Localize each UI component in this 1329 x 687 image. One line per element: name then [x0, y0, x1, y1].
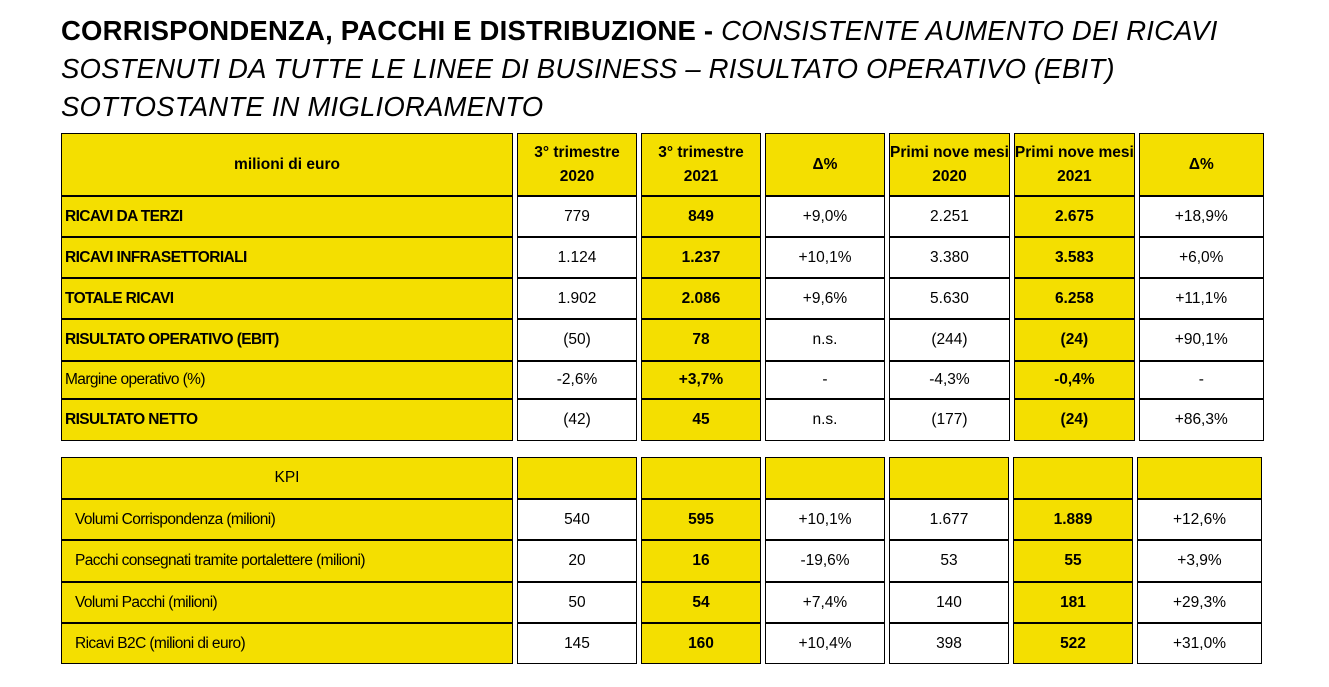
- header-q3-2020-line2: 2020: [559, 167, 595, 185]
- kpi-header-blank: [889, 457, 1009, 499]
- cell-9m-2020: 398: [889, 623, 1009, 664]
- kpi-header-blank: [765, 457, 885, 499]
- cell-9m-2021: 2.675: [1014, 196, 1135, 237]
- header-9m-2020-line2: 2020: [932, 167, 967, 185]
- row-label: RICAVI DA TERZI: [61, 196, 513, 237]
- cell-q3-2020: 540: [517, 499, 637, 540]
- cell-9m-2020: 140: [889, 582, 1009, 623]
- cell-9m-2020: 2.251: [889, 196, 1010, 237]
- table-row: [61, 499, 1262, 540]
- table-row: [61, 399, 1264, 441]
- cell-q3-2020: 779: [517, 196, 637, 237]
- row-label: Margine operativo (%): [61, 361, 513, 399]
- cell-9m-2021: 55: [1013, 540, 1133, 582]
- cell-delta-m: +3,9%: [1137, 540, 1262, 582]
- cell-delta-m: +18,9%: [1139, 196, 1264, 237]
- cell-9m-2020: 3.380: [889, 237, 1010, 278]
- cell-q3-2020: 1.902: [517, 278, 637, 319]
- kpi-table: [57, 457, 1266, 664]
- cell-q3-2021: 1.237: [641, 237, 761, 278]
- header-q3-2020: [517, 133, 637, 196]
- cell-delta-m: +90,1%: [1139, 319, 1264, 361]
- header-q3-2021-line2: 2021: [683, 167, 719, 185]
- cell-delta-q: n.s.: [765, 319, 885, 361]
- table-row: [61, 278, 1264, 319]
- header-9m-2020-line1: Primi nove mesi: [890, 143, 1009, 161]
- cell-9m-2020: 53: [889, 540, 1009, 582]
- row-label: Pacchi consegnati tramite portalettere (milioni): [61, 540, 513, 582]
- financial-table: [57, 133, 1268, 441]
- header-9m-2020: [889, 133, 1010, 196]
- kpi-header-blank: [1013, 457, 1133, 499]
- row-label: RICAVI INFRASETTORIALI: [61, 237, 513, 278]
- cell-9m-2021: (24): [1014, 319, 1135, 361]
- table-header-row: [61, 133, 1264, 196]
- cell-q3-2020: 1.124: [517, 237, 637, 278]
- cell-delta-q: +10,1%: [765, 499, 885, 540]
- cell-q3-2020: -2,6%: [517, 361, 637, 399]
- table-row: [61, 582, 1262, 623]
- header-q3-2021: [641, 133, 761, 196]
- cell-delta-m: +86,3%: [1139, 399, 1264, 441]
- cell-9m-2020: 5.630: [889, 278, 1010, 319]
- cell-9m-2021: 6.258: [1014, 278, 1135, 319]
- cell-9m-2020: -4,3%: [889, 361, 1010, 399]
- cell-q3-2021: 16: [641, 540, 761, 582]
- cell-delta-q: +10,1%: [765, 237, 885, 278]
- header-q3-2020-line1: 3° trimestre: [534, 143, 620, 161]
- cell-delta-q: +9,0%: [765, 196, 885, 237]
- cell-delta-q: n.s.: [765, 399, 885, 441]
- cell-q3-2020: 50: [517, 582, 637, 623]
- kpi-header-blank: [517, 457, 637, 499]
- page-title: [61, 12, 1276, 126]
- kpi-header-blank: [641, 457, 761, 499]
- cell-9m-2021: 522: [1013, 623, 1133, 664]
- cell-delta-q: +7,4%: [765, 582, 885, 623]
- title-italic-part: CONSISTENTE AUMENTO DEI RICAVI SOSTENUTI DA TUTTE LE LINEE DI BUSINESS – RISULTATO OPERATIVO (EBIT) SOTTOSTANTE IN MIGLIORAMENTO: [61, 15, 1218, 122]
- row-label: RISULTATO NETTO: [61, 399, 513, 441]
- header-label: milioni di euro: [61, 133, 513, 196]
- cell-q3-2020: 145: [517, 623, 637, 664]
- cell-delta-m: -: [1139, 361, 1264, 399]
- header-9m-2021-line2: 2021: [1057, 167, 1092, 185]
- table-row: [61, 623, 1262, 664]
- row-label: TOTALE RICAVI: [61, 278, 513, 319]
- cell-9m-2021: 1.889: [1013, 499, 1133, 540]
- cell-q3-2020: (42): [517, 399, 637, 441]
- table-row: [61, 237, 1264, 278]
- cell-q3-2021: 45: [641, 399, 761, 441]
- header-9m-2021-line1: Primi nove mesi: [1014, 143, 1134, 161]
- cell-q3-2021: 595: [641, 499, 761, 540]
- cell-9m-2021: 181: [1013, 582, 1133, 623]
- cell-q3-2021: 54: [641, 582, 761, 623]
- cell-q3-2021: 160: [641, 623, 761, 664]
- cell-9m-2021: 3.583: [1014, 237, 1135, 278]
- header-delta-q: Δ%: [765, 133, 885, 196]
- kpi-header-blank: [1137, 457, 1262, 499]
- cell-delta-m: +31,0%: [1137, 623, 1262, 664]
- row-label: Volumi Corrispondenza (milioni): [61, 499, 513, 540]
- cell-q3-2021: 849: [641, 196, 761, 237]
- cell-delta-q: +9,6%: [765, 278, 885, 319]
- cell-q3-2021: 2.086: [641, 278, 761, 319]
- cell-9m-2021: (24): [1014, 399, 1135, 441]
- header-delta-m: Δ%: [1139, 133, 1264, 196]
- cell-delta-q: -19,6%: [765, 540, 885, 582]
- row-label: Volumi Pacchi (milioni): [61, 582, 513, 623]
- cell-9m-2020: (244): [889, 319, 1010, 361]
- cell-q3-2020: 20: [517, 540, 637, 582]
- row-label: Ricavi B2C (milioni di euro): [61, 623, 513, 664]
- table-row: [61, 540, 1262, 582]
- header-q3-2021-line1: 3° trimestre: [658, 143, 744, 161]
- row-label: RISULTATO OPERATIVO (EBIT): [61, 319, 513, 361]
- cell-9m-2020: 1.677: [889, 499, 1009, 540]
- cell-delta-m: +11,1%: [1139, 278, 1264, 319]
- cell-9m-2021: -0,4%: [1014, 361, 1135, 399]
- cell-9m-2020: (177): [889, 399, 1010, 441]
- kpi-header: KPI: [61, 457, 513, 499]
- header-9m-2021: [1014, 133, 1135, 196]
- cell-delta-m: +6,0%: [1139, 237, 1264, 278]
- cell-delta-q: +10,4%: [765, 623, 885, 664]
- cell-q3-2021: 78: [641, 319, 761, 361]
- cell-delta-m: +12,6%: [1137, 499, 1262, 540]
- table-row: [61, 361, 1264, 399]
- cell-q3-2021: +3,7%: [641, 361, 761, 399]
- table-row: [61, 196, 1264, 237]
- cell-q3-2020: (50): [517, 319, 637, 361]
- cell-delta-q: -: [765, 361, 885, 399]
- cell-delta-m: +29,3%: [1137, 582, 1262, 623]
- kpi-header-row: [61, 457, 1262, 499]
- table-row: [61, 319, 1264, 361]
- title-bold-part: CORRISPONDENZA, PACCHI E DISTRIBUZIONE -: [61, 15, 722, 46]
